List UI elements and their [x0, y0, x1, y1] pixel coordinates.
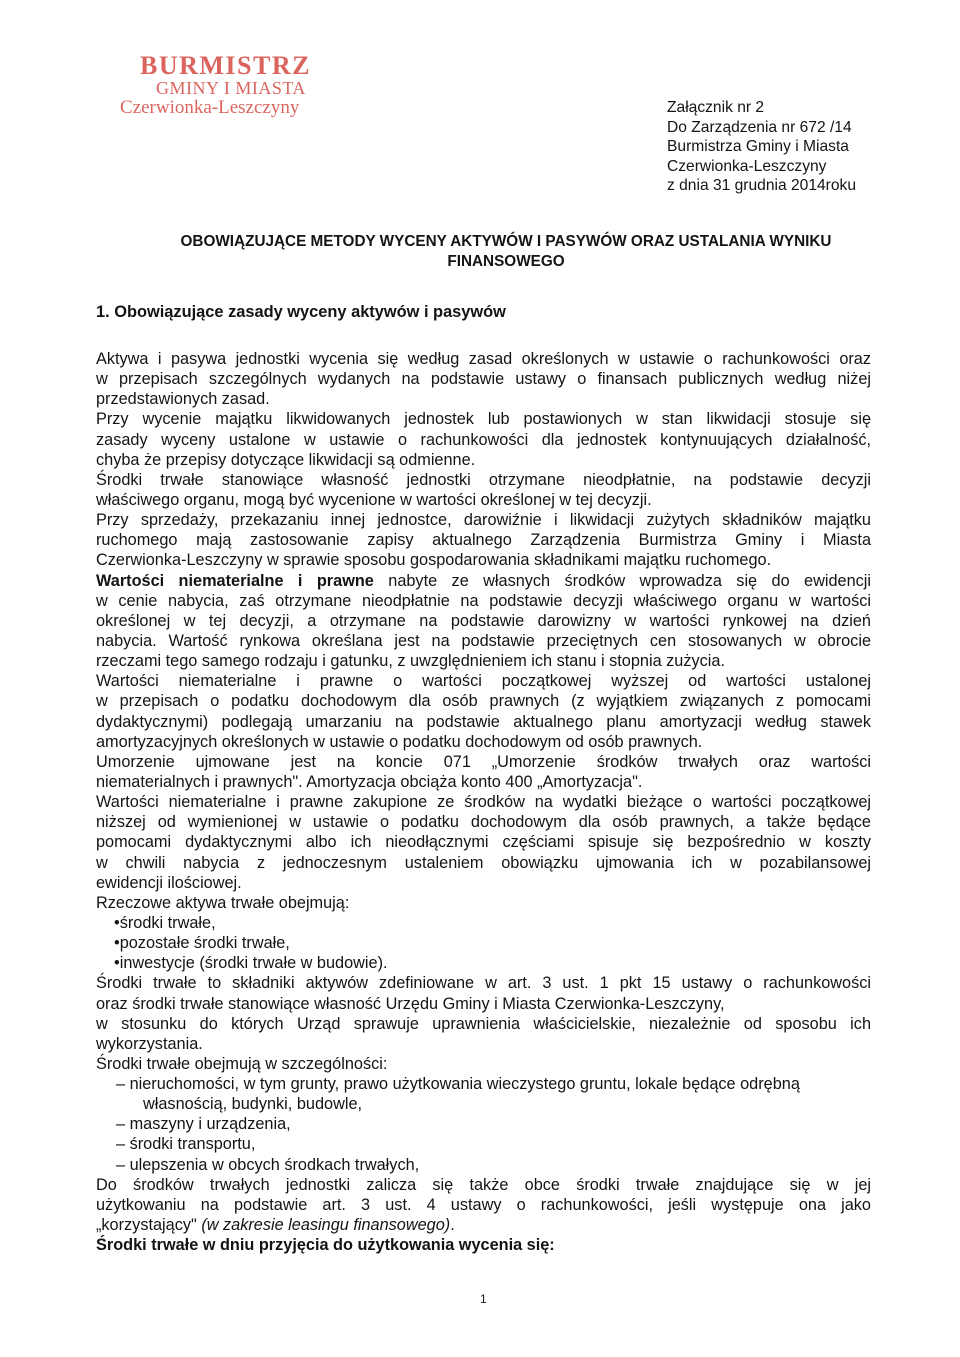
body-line-text: nabyte ze własnych środków wprowadza się do ewidencji — [388, 571, 871, 590]
body-line: Umorzenie ujmowane jest na koncie 071 „Umorzenie środków trwałych oraz wartości — [96, 752, 871, 771]
body-line: ruchomego mają zastosowanie zapisy aktualnego Zarządzenia Burmistrza Gminy i Miasta — [96, 531, 871, 550]
list-item: •środki trwałe, — [114, 913, 216, 932]
list-item: •pozostałe środki trwałe, — [114, 934, 290, 953]
list-item: – ulepszenia w obcych środkach trwałych, — [116, 1155, 420, 1174]
body-line: użytkowaniu na podstawie art. 3 ust. 4 ustawy o rachunkowości, jeśli występuje ona jako — [96, 1195, 871, 1214]
title-line: OBOWIĄZUJĄCE METODY WYCENY AKTYWÓW I PASYWÓW ORAZ USTALANIA WYNIKU — [180, 233, 832, 250]
attachment-line: z dnia 31 grudnia 2014roku — [667, 177, 856, 195]
body-line: Do środków trwałych jednostki zalicza się także obce środki trwałe znajdujące się w jej — [96, 1175, 871, 1194]
body-line: niematerialnych i prawnych". Amortyzacja obciąża konto 400 „Amortyzacja". — [96, 772, 643, 791]
list-item: – maszyny i urządzenia, — [116, 1115, 291, 1134]
body-line: Wartości niematerialne i prawne o wartości początkowej wyższej od wartości ustalonej — [96, 672, 871, 691]
body-line — [96, 571, 871, 591]
body-line: w przepisach szczególnych wydanych na podstawie ustawy o finansach publicznych według niżej — [96, 370, 871, 389]
body-line: Środki trwałe to składniki aktywów zdefiniowane w art. 3 ust. 1 pkt 15 ustawy o rachunkowości — [96, 974, 871, 993]
intangibles-term: Wartości niematerialne i prawne — [96, 571, 374, 590]
body-line: przedstawionych zasad. — [96, 390, 270, 409]
body-line: zasady wyceny ustalone w ustawie o rachunkowości dla jednostek kontynuujących działalność, — [96, 430, 871, 449]
body-line: rzeczami tego samego rodzaju i gatunku, z uwzględnieniem ich stanu i stopnia zużycia. — [96, 652, 725, 671]
stamp-line: Czerwionka-Leszczyny — [120, 97, 300, 119]
body-line: amortyzacyjnych określonych w ustawie o podatku dochodowym od osób prawnych. — [96, 732, 703, 751]
body-line — [96, 1235, 871, 1255]
mayor-stamp — [112, 52, 362, 118]
body-line: Wartości niematerialne i prawne zakupione ze środków na wydatki bieżące o wartości początkowej — [96, 793, 871, 812]
attachment-line: Do Zarządzenia nr 672 /14 — [667, 118, 852, 136]
attachment-line: Załącznik nr 2 — [667, 99, 765, 116]
body-line: Rzeczowe aktywa trwałe obejmują: — [96, 893, 350, 912]
body-line-text: „korzystający" — [96, 1216, 197, 1235]
body-line-text: . — [450, 1216, 455, 1235]
body-line: w cenie nabycia, zaś otrzymane nieodpłatnie na podstawie decyzji właściwego organu w wartości — [96, 591, 871, 610]
body-line: dydaktycznymi) podlegają umarzaniu na podstawie aktualnego planu amortyzacji według stawek — [96, 712, 871, 731]
stamp-line: BURMISTRZ — [140, 51, 311, 80]
document-title — [96, 232, 916, 271]
body-line: w chwili nabycia z jednoczesnym ustaleniem obowiązku ujmowania ich w pozabilansowej — [96, 853, 871, 872]
title-line: FINANSOWEGO — [447, 252, 565, 270]
body-line: ewidencji ilościowej. — [96, 873, 242, 892]
list-item-continuation: własnością, budynki, budowle, — [143, 1095, 363, 1114]
body-line: oraz środki trwałe stanowiące własność Urzędu Gminy i Miasta Czerwionka-Leszczyny, — [96, 994, 725, 1013]
body-line: Przy wycenie majątku likwidowanych jednostek lub postawionych w stan likwidacji stosuje się — [96, 410, 871, 429]
body-line: chyba że przepisy dotyczące likwidacji są odmienne. — [96, 450, 476, 469]
body-line: wykorzystania. — [96, 1034, 203, 1053]
body-line: Środki trwałe stanowiące własność jednostki otrzymane nieodpłatnie, na podstawie decyzji — [96, 470, 871, 489]
subsection-heading: Środki trwałe w dniu przyjęcia do użytkowania wycenia się: — [96, 1236, 555, 1255]
body-line: niższej od wymienionej w ustawie o podatku dochodowym dla osób prawnych, a także będące — [96, 813, 871, 832]
attachment-line: Burmistrza Gminy i Miasta — [667, 138, 849, 156]
body-line: określonej w tej decyzji, a otrzymane na podstawie darowizny w wartości rynkowej na dzień — [96, 611, 871, 630]
body-line: w przepisach o podatku dochodowym dla osób prawnych (z wyjątkiem związanych z pomocami — [96, 692, 871, 711]
attachment-note — [667, 98, 897, 196]
body-line: w stosunku do których Urząd sprawuje uprawnienia właścicielskie, niezależnie od sposobu ich — [96, 1014, 871, 1033]
body-line: nabycia. Wartość rynkowa określana jest na podstawie przeciętnych cen stosowanych w obrocie — [96, 631, 871, 650]
section-heading: 1. Obowiązujące zasady wyceny aktywów i pasywów — [96, 303, 506, 321]
list-item: •inwestycje (środki trwałe w budowie). — [114, 954, 388, 973]
leasing-note: (w zakresie leasingu finansowego) — [201, 1216, 451, 1235]
page-number: 1 — [480, 1292, 487, 1306]
stamp-line: GMINY I MIASTA — [156, 78, 306, 99]
document-body — [96, 349, 871, 1255]
body-line: Środki trwałe obejmują w szczególności: — [96, 1054, 388, 1073]
list-item: – środki transportu, — [116, 1135, 256, 1154]
attachment-line: Czerwionka-Leszczyny — [667, 157, 827, 175]
body-line: Czerwionka-Leszczyny w sprawie sposobu gospodarowania składnikami majątku ruchomego. — [96, 551, 772, 570]
body-line: właściwego organu, mogą być wycenione w wartości określonej w tej decyzji. — [96, 490, 652, 509]
body-line — [96, 1215, 871, 1235]
body-line: Aktywa i pasywa jednostki wycenia się według zasad określonych w ustawie o rachunkowości oraz — [96, 350, 871, 368]
body-line: Przy sprzedaży, przekazaniu innej jednostce, darowiźnie i likwidacji zużytych składników majątku — [96, 511, 871, 530]
list-item: – nieruchomości, w tym grunty, prawo użytkowania wieczystego gruntu, lokale będące odrębną — [116, 1075, 800, 1094]
body-line: pomocami dydaktycznymi albo ich nieodłącznymi częściami spisuje się bezpośrednio w koszty — [96, 833, 871, 852]
